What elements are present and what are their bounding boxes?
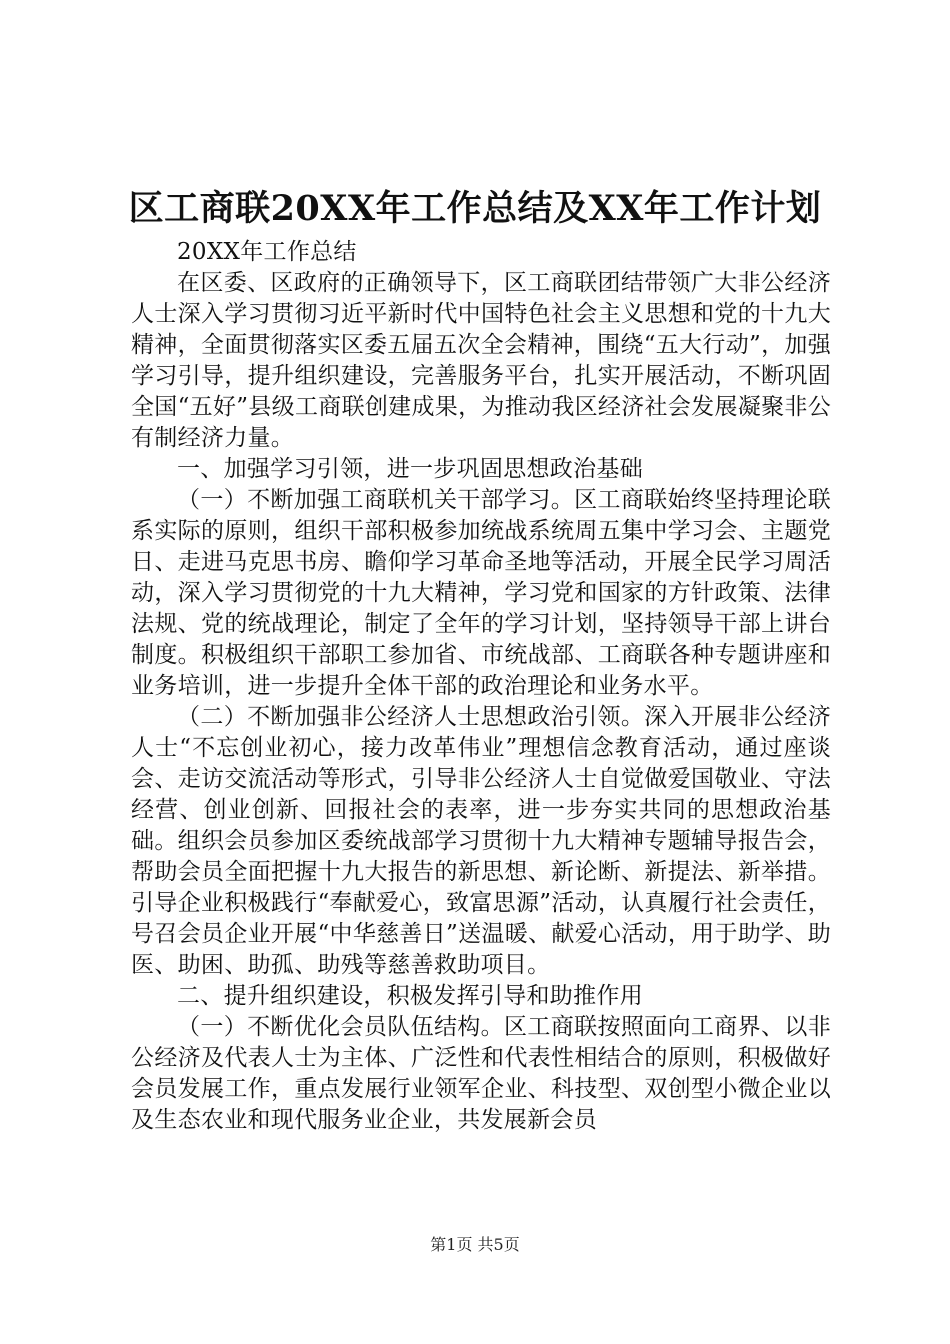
section-heading: 20XX年工作总结: [177, 239, 357, 265]
body-paragraph: 在区委、区政府的正确领导下，区工商联团结带领广大非公经济人士深入学习贯彻习近平新时代中国特色社会主义思想和党的十九大精神，全面贯彻落实区委五届五次全会精神，围绕“五大行动”，加强学习引导，提升组织建设，完善服务平台，扎实开展活动，不断巩固全国“五好”县级工商联创建成果，为推动我区经济社会发展凝聚非公有制经济力量。: [131, 270, 831, 451]
body-paragraph: （一）不断加强工商联机关干部学习。区工商联始终坚持理论联系实际的原则，组织干部积极参加统战系统周五集中学习会、主题党日、走进马克思书房、瞻仰学习革命圣地等活动，开展全民学习周活动，深入学习贯彻党的十九大精神，学习党和国家的方针政策、法律法规、党的统战理论，制定了全年的学习计划，坚持领导干部上讲台制度。积极组织干部职工参加省、市统战部、工商联各种专题讲座和业务培训，进一步提升全体干部的政治理论和业务水平。: [131, 487, 831, 699]
body-paragraph: （二）不断加强非公经济人士思想政治引领。深入开展非公经济人士“不忘创业初心，接力改革伟业”理想信念教育活动，通过座谈会、走访交流活动等形式，引导非公经济人士自觉做爱国敬业、守法经营、创业创新、回报社会的表率，进一步夯实共同的思想政治基础。组织会员参加区委统战部学习贯彻十九大精神专题辅导报告会，帮助会员全面把握十九大报告的新思想、新论断、新提法、新举措。引导企业积极践行“奉献爱心，致富思源”活动，认真履行社会责任，号召会员企业开展“中华慈善日”送温暖、献爱心活动，用于助学、助医、助困、助孤、助残等慈善救助项目。: [131, 704, 831, 978]
section-heading: 一、加强学习引领，进一步巩固思想政治基础: [177, 456, 643, 482]
section-heading: 二、提升组织建设，积极发挥引导和助推作用: [177, 983, 643, 1009]
page-number-footer: 第1页 共5页: [430, 1235, 520, 1254]
document-title: 区工商联20XX年工作总结及XX年工作计划: [128, 188, 822, 229]
body-paragraph: （一）不断优化会员队伍结构。区工商联按照面向工商界、以非公经济及代表人士为主体、广泛性和代表性相结合的原则，积极做好会员发展工作，重点发展行业领军企业、科技型、双创型小微企业以及生态农业和现代服务业企业，共发展新会员: [131, 1014, 831, 1133]
document-body: [131, 237, 831, 1136]
